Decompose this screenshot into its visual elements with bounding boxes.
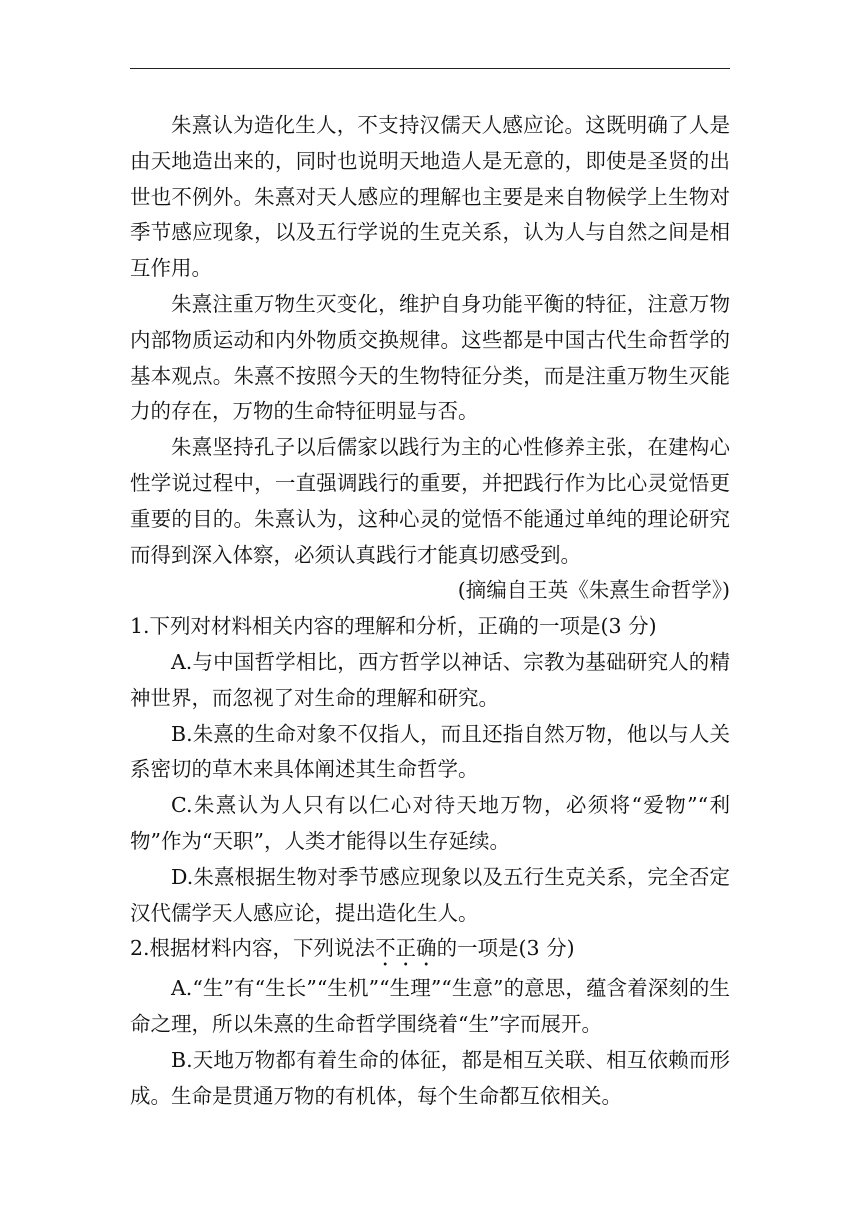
document-body [130,108,730,1115]
question-2-stem-before: 2.根据材料内容，下列说法 [130,936,376,961]
question-1-option-b: B.朱熹的生命对象不仅指人，而且还指自然万物，他以与人关系密切的草木来具体阐述其生命哲学。 [130,721,730,782]
question-2-stem [130,931,730,971]
question-2-stem-after: 的一项是(3 分) [436,936,575,961]
question-1-option-c: C.朱熹认为人只有以仁心对待天地万物，必须将“爱物”“利物”作为“天职”，人类才能得以生存延续。 [130,793,730,853]
question-1-option-d: D.朱熹根据生物对季节感应现象以及五行生克关系，完全否定汉代儒学天人感应论，提出造化生人。 [130,864,730,925]
passage-paragraph: 朱熹认为造化生人，不支持汉儒天人感应论。这既明确了人是由天地造出来的，同时也说明天地造人是无意的，即使是圣贤的出世也不例外。朱熹对天人感应的理解也主要是来自物候学上生物对季节感应现象，以及五行学说的生克关系，认为人与自然之间是相互作用。 [130,113,730,281]
passage-source: (摘编自王英《朱熹生命哲学》) [457,578,730,603]
passage-paragraph: 朱熹坚持孔子以后儒家以践行为主的心性修养主张，在建构心性学说过程中，一直强调践行的重要，并把践行作为比心灵觉悟更重要的目的。朱熹认为，这种心灵的觉悟不能通过单纯的理论研究而得到深入体察，必须认真践行才能真切感受到。 [130,435,730,567]
question-2-stem-emphasis: 不正确 [375,936,437,961]
question-2-option-b: B.天地万物都有着生命的体征，都是相互关联、相互依赖而形成。生命是贯通万物的有机体，每个生命都互依相关。 [130,1047,730,1108]
passage-paragraph: 朱熹注重万物生灭变化，维护自身功能平衡的特征，注意万物内部物质运动和内外物质交换规律。这些都是中国古代生命哲学的基本观点。朱熹不按照今天的生物特征分类，而是注重万物生灭能力的存在，万物的生命特征明显与否。 [130,291,730,424]
question-1-stem: 1.下列对材料相关内容的理解和分析，正确的一项是(3 分) [130,614,657,639]
question-2-option-a: A.“生”有“生长”“生机”“生理”“生意”的意思，蕴含着深刻的生命之理，所以朱熹的生命哲学围绕着“生”字而展开。 [130,976,730,1037]
question-1-option-a: A.与中国哲学相比，西方哲学以神话、宗教为基础研究人的精神世界，而忽视了对生命的理解和研究。 [130,649,730,710]
header-rule [130,68,730,69]
